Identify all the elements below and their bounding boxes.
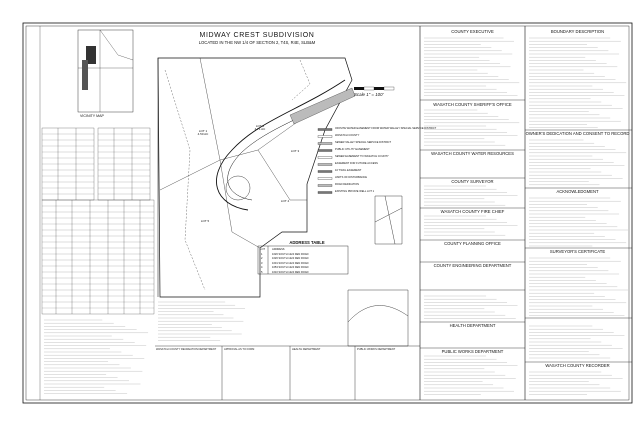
- legend-swatch: [318, 150, 332, 152]
- legend-item: LIMITS OF DISTURBANCE: [335, 176, 367, 179]
- address-table-lot: 5: [261, 270, 263, 274]
- vicinity-map: [78, 30, 133, 112]
- lot-2-name: LOT 2: [255, 124, 265, 128]
- block-title-county-executive: COUNTY EXECUTIVE: [451, 29, 494, 34]
- block-title-planning: COUNTY PLANNING OFFICE: [444, 241, 501, 246]
- legend-item: WASATCH COUNTY: [335, 134, 360, 137]
- bottom-block-title: WASATCH COUNTY RECREATION DEPARTMENT: [156, 348, 217, 351]
- legend-swatch: [318, 178, 332, 180]
- block-title-boundary: BOUNDARY DESCRIPTION: [550, 29, 605, 34]
- legend-item: EXISTING PRIVATE WELL LOT 1: [335, 190, 375, 193]
- block-title-public-works: PUBLIC WORKS DEPARTMENT: [441, 349, 504, 354]
- legend-item: OFFSITE WATER EASEMENT FROM WATER WALLEY SPECIAL SERVICE DISTRICT: [335, 127, 437, 130]
- legend-swatch: [318, 129, 332, 131]
- block-title-engineering: COUNTY ENGINEERING DEPARTMENT: [433, 263, 512, 268]
- legend-swatch: [318, 171, 332, 173]
- legend-item: PUBLIC UTILITY EASEMENT: [335, 148, 370, 151]
- bottom-approval-strip: [155, 346, 420, 400]
- block-title-ack: ACKNOWLEDGMENT: [556, 189, 599, 194]
- address-table-address: 1601 SOUTH 1224 DEN ROAD: [272, 261, 309, 265]
- legend-item: 10' TRAIL EASEMENT: [335, 169, 362, 172]
- block-title-surveyor: COUNTY SURVEYOR: [451, 179, 494, 184]
- address-table-lot: 2: [261, 257, 263, 260]
- bottom-block-title: APPROVAL AS TO FORM: [224, 348, 255, 351]
- lot-1-area: 4.50 AC: [197, 132, 209, 136]
- address-table-header: ADDRESS: [272, 248, 285, 251]
- vicinity-map-label: VICINITY MAP: [80, 114, 104, 118]
- block-title-sheriff: WASATCH COUNTY SHERIFF'S OFFICE: [433, 102, 512, 107]
- bottom-block-title: PUBLIC WORKS DEPARTMENT: [357, 348, 396, 351]
- lot-1-label: [188, 130, 218, 136]
- block-title-fire: WASATCH COUNTY FIRE CHIEF: [440, 209, 505, 214]
- lot-2-area: 4.71 AC: [254, 127, 266, 131]
- legend-swatches: [318, 129, 332, 194]
- lot-3-label: LOT 3: [290, 149, 300, 153]
- address-table-lot: 4: [261, 266, 263, 269]
- legend-item: ROAD DEDICATION: [335, 183, 360, 186]
- line-tables: [42, 128, 154, 314]
- block-title-water: WASATCH COUNTY WATER RESOURCES: [431, 151, 514, 156]
- address-table-header: LOT: [260, 248, 266, 251]
- page-title: MIDWAY CREST SUBDIVISION: [199, 32, 315, 39]
- address-table-address: 1626 SOUTH 1224 DEN ROAD: [272, 257, 309, 260]
- address-table-title: ADDRESS TABLE: [289, 240, 325, 245]
- lot-4-label: LOT 4: [280, 199, 290, 203]
- lot-1-name: LOT 1: [198, 129, 208, 133]
- detail-insets: [348, 196, 408, 346]
- block-title-health: HEALTH DEPARTMENT: [449, 323, 496, 328]
- scale-label: Scale 1" = 100': [354, 92, 384, 97]
- address-table-lot: 3: [261, 261, 263, 265]
- address-table-address: 1610 SOUTH 1224 DEN ROAD: [272, 270, 309, 274]
- legend-swatch: [318, 164, 332, 166]
- legend-item: SEWER VALLEY SPECIAL SERVICE DISTRICT: [335, 141, 392, 144]
- legend-swatch: [318, 136, 332, 138]
- legend-item: EASEMENT FOR FUTURE ACCESS: [335, 162, 378, 165]
- legend-swatch: [318, 185, 332, 187]
- address-table-address: 1626 SOUTH 1224 DEN ROAD: [272, 252, 309, 256]
- legend-swatch: [318, 157, 332, 159]
- block-title-owners: OWNER'S DEDICATION AND CONSENT TO RECORD: [525, 131, 630, 136]
- block-title-recorder: WASATCH COUNTY RECORDER: [545, 363, 610, 368]
- legend-swatch: [318, 143, 332, 145]
- address-table-lot: 1: [261, 252, 263, 256]
- bottom-block-title: HEALTH DEPARTMENT: [292, 348, 321, 351]
- legend-item: SEWER EASEMENT TO WASATCH COUNTY: [335, 155, 389, 158]
- page-subtitle: LOCATED IN THE NW 1/4 OF SECTION 2, T4S, R4E, SLB&M: [198, 40, 316, 45]
- lot-5-label: LOT 5: [200, 219, 210, 223]
- address-table-address: 1653 SOUTH 1224 DEN ROAD: [272, 266, 309, 269]
- legend-swatch: [318, 192, 332, 194]
- lot-2-label: [245, 125, 275, 131]
- scale-bar: [354, 87, 394, 90]
- block-title-surveyors-cert: SURVEYOR'S CERTIFICATE: [549, 249, 606, 254]
